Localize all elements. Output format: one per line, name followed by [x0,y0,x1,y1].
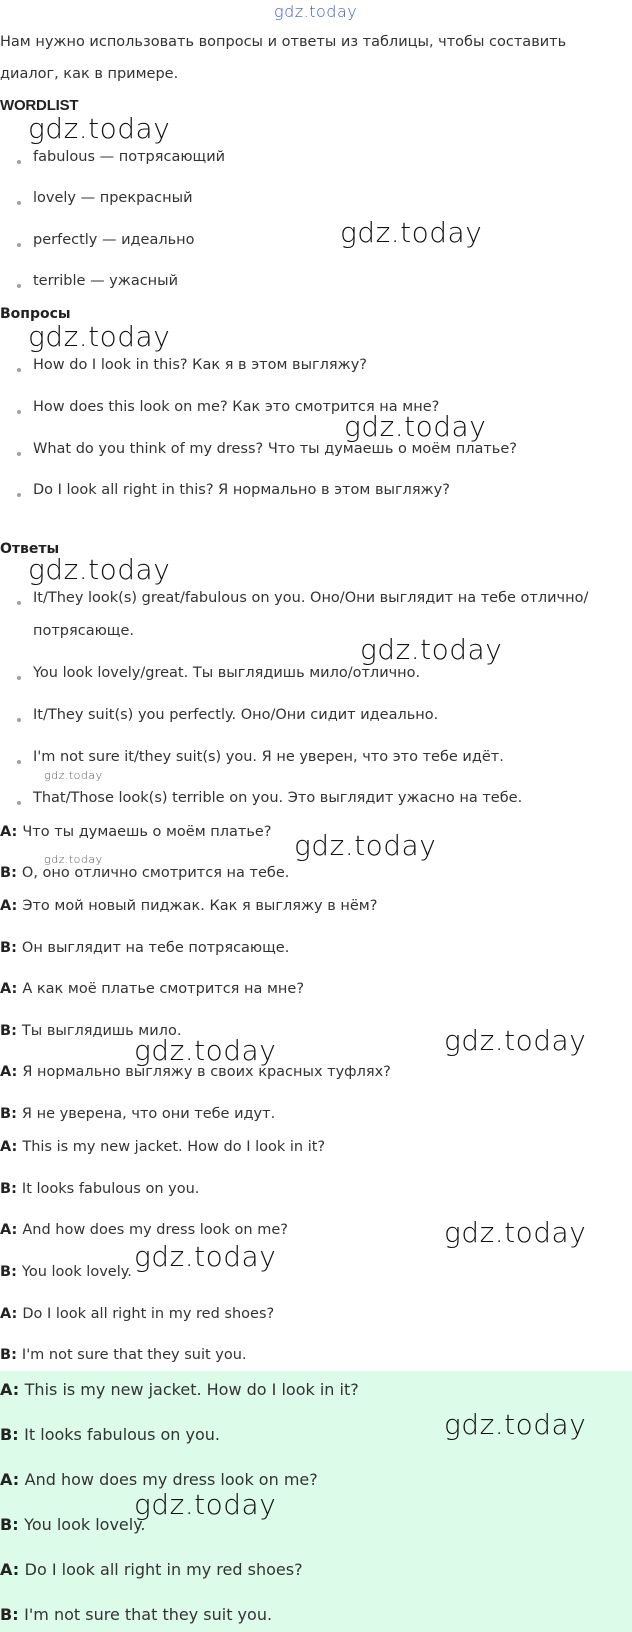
intro-line-1: Нам нужно использовать вопросы и ответы из таблицы, чтобы составить [0,34,567,50]
watermark: gdz.today [134,1488,277,1521]
bullet-icon [17,676,21,680]
dialogue-text: You look lovely. [21,1264,132,1280]
speaker-label: B [0,1515,13,1534]
dialogue-line: B: It looks fabulous on you. [0,1181,200,1197]
answers-heading: Ответы [0,541,60,557]
dialogue-text: Он выглядит на тебе потрясающе. [21,940,290,956]
answer-item: I'm not sure it/they suit(s) you. Я не уверен, что это тебе идёт. [33,749,504,765]
bullet-icon [17,801,21,805]
wordlist-heading: WORDLIST [0,97,79,114]
bullet-icon [17,493,21,497]
dialogue-line: A: This is my new jacket. How do I look in it? [0,1139,326,1155]
speaker-label: B [0,1106,12,1122]
dialogue-text: And how does my dress look on me? [22,1222,288,1238]
question-item: How does this look on me? Как это смотрится на мне? [33,399,440,415]
bullet-icon [17,718,21,722]
speaker-label: A [0,1139,12,1155]
speaker-label: A [0,1560,13,1579]
bullet-icon [17,452,21,456]
dialogue-line: B: You look lovely. [0,1515,146,1534]
speaker-label: A [0,824,12,840]
watermark: gdz.today [360,633,503,666]
dialogue-line: B: I'm not sure that they suit you. [0,1605,273,1624]
dialogue-text: And how does my dress look on me? [24,1470,318,1489]
dialogue-line: B: Я не уверена, что они тебе идут. [0,1106,276,1122]
answer-item: That/Those look(s) terrible on you. Это выглядит ужасно на тебе. [33,790,523,806]
dialogue-text: О, оно отлично смотрится на тебе. [21,865,290,881]
watermark: gdz.today [134,1240,277,1273]
speaker-label: B [0,1605,13,1624]
dialogue-text: Ты выглядишь мило. [21,1023,182,1039]
speaker-label: A [0,1064,12,1080]
dialogue-text: Это мой новый пиджак. Как я выгляжу в нём? [22,898,378,914]
question-item: How do I look in this? Как я в этом выгляжу? [33,357,367,373]
speaker-label: A [0,1222,12,1238]
speaker-label: A [0,1380,13,1399]
dialogue-line: B: It looks fabulous on you. [0,1425,220,1444]
dialogue-line: B: I'm not sure that they suit you. [0,1347,247,1363]
speaker-label: A [0,981,12,997]
speaker-label: B [0,1347,12,1363]
dialogue-line: B: О, оно отлично смотрится на тебе. [0,865,290,881]
dialogue-line: A: Do I look all right in my red shoes? [0,1560,303,1579]
watermark: gdz.today [444,1408,587,1441]
question-item: Do I look all right in this? Я нормально в этом выгляжу? [33,482,450,498]
dialogue-line: A: Это мой новый пиджак. Как я выгляжу в нём? [0,898,378,914]
dialogue-text: А как моё платье смотрится на мне? [22,981,305,997]
dialogue-text: I'm not sure that they suit you. [24,1605,273,1624]
question-item: What do you think of my dress? Что ты думаешь о моём платье? [33,441,517,457]
watermark: gdz.today [444,1024,587,1057]
dialogue-line: A: This is my new jacket. How do I look in it? [0,1380,359,1399]
watermark: gdz.today [28,112,171,145]
wordlist-item: fabulous — потрясающий [33,149,226,165]
dialogue-line: A: А как моё платье смотрится на мне? [0,981,305,997]
bullet-icon [17,160,21,164]
dialogue-line: A: And how does my dress look on me? [0,1222,288,1238]
dialogue-text: Я нормально выгляжу в своих красных туфлях? [22,1064,391,1080]
speaker-label: B [0,1181,12,1197]
dialogue-text: Do I look all right in my red shoes? [24,1560,303,1579]
speaker-label: B [0,1023,12,1039]
dialogue-text: You look lovely. [24,1515,146,1534]
top-watermark: gdz.today [274,2,358,21]
questions-heading: Вопросы [0,306,71,322]
dialogue-text: Do I look all right in my red shoes? [22,1306,275,1322]
dialogue-text: Что ты думаешь о моём платье? [22,824,272,840]
dialogue-line: B: Ты выглядишь мило. [0,1023,182,1039]
watermark: gdz.today [344,410,487,443]
speaker-label: A [0,1470,13,1489]
speaker-label: B [0,940,12,956]
dialogue-text: This is my new jacket. How do I look in it? [24,1380,359,1399]
speaker-label: B [0,1264,12,1280]
dialogue-line: B: You look lovely. [0,1264,132,1280]
wordlist-item: lovely — прекрасный [33,190,193,206]
answer-item-continuation: потрясающе. [33,623,134,639]
bullet-icon [17,243,21,247]
watermark: gdz.today [44,769,103,782]
dialogue-text: Я не уверена, что они тебе идут. [21,1106,276,1122]
dialogue-line: A: Я нормально выгляжу в своих красных туфлях? [0,1064,391,1080]
watermark: gdz.today [134,1034,277,1067]
dialogue-text: This is my new jacket. How do I look in it? [22,1139,326,1155]
dialogue-line: B: Он выглядит на тебе потрясающе. [0,940,290,956]
dialogue-text: It looks fabulous on you. [21,1181,200,1197]
answer-item: It/They suit(s) you perfectly. Оно/Они сидит идеально. [33,707,439,723]
watermark: gdz.today [444,1216,587,1249]
dialogue-line: A: Что ты думаешь о моём платье? [0,824,272,840]
dialogue-line: A: And how does my dress look on me? [0,1470,318,1489]
speaker-label: A [0,898,12,914]
intro-line-2: диалог, как в примере. [0,66,179,82]
bullet-icon [17,284,21,288]
dialogue-text: It looks fabulous on you. [24,1425,220,1444]
watermark: gdz.today [294,829,437,862]
bullet-icon [17,760,21,764]
watermark: gdz.today [28,320,171,353]
watermark: gdz.today [44,853,103,866]
speaker-label: B [0,865,12,881]
wordlist-item: perfectly — идеально [33,232,195,248]
wordlist-item: terrible — ужасный [33,273,179,289]
watermark: gdz.today [340,216,483,249]
bullet-icon [17,201,21,205]
speaker-label: A [0,1306,12,1322]
answer-item: You look lovely/great. Ты выглядишь мило/отлично. [33,665,421,681]
bullet-icon [17,410,21,414]
dialogue-line: A: Do I look all right in my red shoes? [0,1306,275,1322]
speaker-label: B [0,1425,13,1444]
bullet-icon [17,601,21,605]
dialogue-text: I'm not sure that they suit you. [21,1347,247,1363]
answer-item: It/They look(s) great/fabulous on you. Оно/Они выглядит на тебе отлично/ [33,590,589,606]
watermark: gdz.today [28,553,171,586]
bullet-icon [17,368,21,372]
